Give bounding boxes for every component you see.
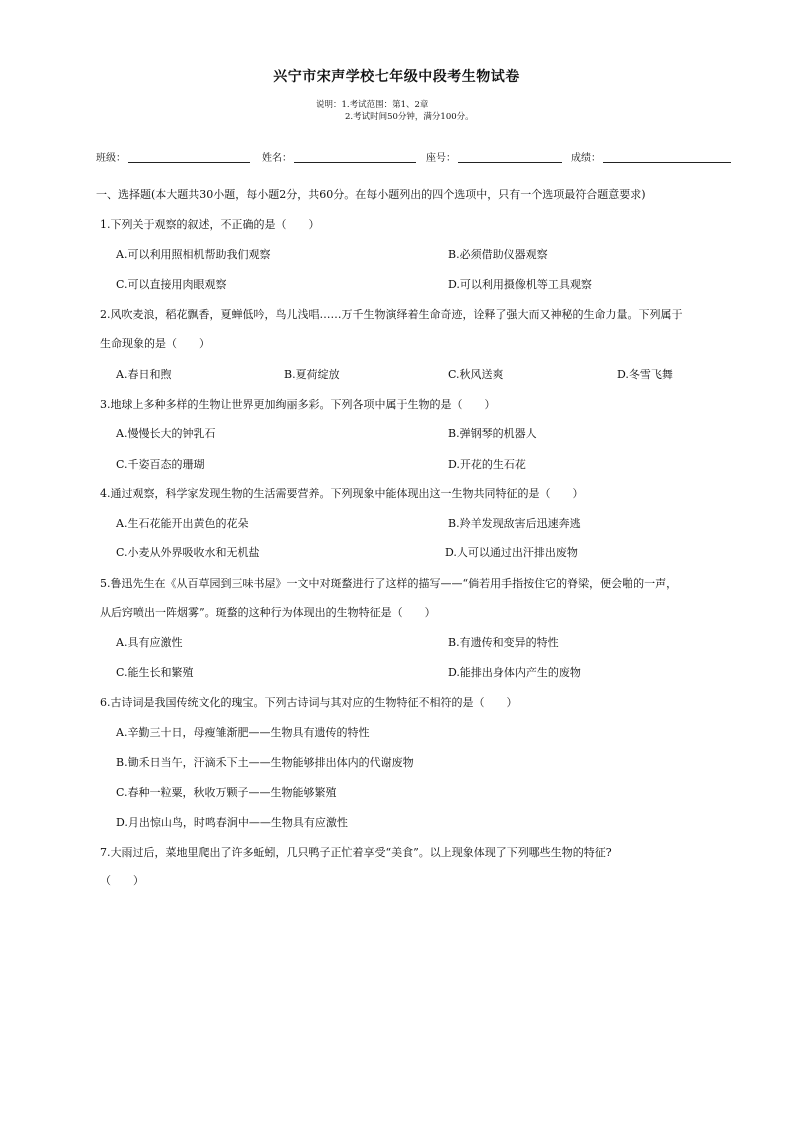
question-1-option-a[interactable]: A.可以利用照相机帮助我们观察: [116, 248, 271, 261]
question-6-stem: 6.古诗词是我国传统文化的瑰宝。下列古诗词与其对应的生物特征不相符的是（ ）: [100, 696, 518, 709]
question-6-option-a[interactable]: A.辛勤三十日，母瘦雏渐肥——生物具有遗传的特性: [116, 726, 370, 739]
question-4-option-b[interactable]: B.羚羊发现敌害后迅速奔逃: [448, 517, 581, 530]
question-5-stem-line-2: 从后窍喷出一阵烟雾”。斑蝥的这种行为体现出的生物特征是（ ）: [100, 606, 436, 619]
question-3-option-b[interactable]: B.弹钢琴的机器人: [448, 427, 537, 440]
question-4-option-a[interactable]: A.生石花能开出黄色的花朵: [116, 517, 249, 530]
name-label: 姓名：: [262, 153, 292, 164]
question-6-option-d[interactable]: D.月出惊山鸟，时鸣春涧中——生物具有应激性: [116, 816, 348, 829]
score-blank[interactable]: [603, 151, 731, 163]
exam-note-scope: 说明：1.考试范围：第1、2章: [316, 100, 429, 110]
question-5-option-c[interactable]: C.能生长和繁殖: [116, 666, 194, 679]
question-2-stem-line-1: 2.风吹麦浪，稻花飘香，夏蝉低吟，鸟儿浅唱……万千生物演绎着生命奇迹，诠释了强大而又神秘的生命力量。下列属于: [100, 308, 683, 321]
seat-field[interactable]: [426, 149, 562, 164]
question-6-option-c[interactable]: C.春种一粒粟，秋收万颗子——生物能够繁殖: [116, 786, 337, 799]
question-2-option-a[interactable]: A.春日和煦: [116, 368, 172, 381]
question-1-stem: 1.下列关于观察的叙述，不正确的是（ ）: [100, 218, 320, 231]
page-title: 兴宁市宋声学校七年级中段考生物试卷: [273, 69, 520, 85]
score-field[interactable]: [571, 149, 731, 164]
question-7-stem-line-2: （ ）: [100, 874, 144, 887]
question-1-option-c[interactable]: C.可以直接用肉眼观察: [116, 278, 227, 291]
name-blank[interactable]: [294, 151, 416, 163]
question-3-stem: 3.地球上多种多样的生物让世界更加绚丽多彩。下列各项中属于生物的是（ ）: [100, 398, 496, 411]
question-6-option-b[interactable]: B.锄禾日当午，汗滴禾下土——生物能够排出体内的代谢废物: [116, 756, 414, 769]
question-2-option-c[interactable]: C.秋风送爽: [448, 368, 504, 381]
section-header: 一、选择题(本大题共30小题，每小题2分，共60分。在每小题列出的四个选项中，只有一个选项最符合题意要求): [96, 188, 646, 201]
question-4-stem: 4.通过观察，科学家发现生物的生活需要营养。下列现象中能体现出这一生物共同特征的是（ ）: [100, 487, 584, 500]
name-field[interactable]: [262, 149, 416, 164]
question-1-option-d[interactable]: D.可以利用摄像机等工具观察: [448, 278, 592, 291]
question-3-option-a[interactable]: A.慢慢长大的钟乳石: [116, 427, 216, 440]
question-2-stem-line-2: 生命现象的是（ ）: [100, 337, 210, 350]
class-field[interactable]: [96, 149, 250, 164]
question-5-option-d[interactable]: D.能排出身体内产生的废物: [448, 666, 581, 679]
question-3-option-c[interactable]: C.千姿百态的珊瑚: [116, 458, 205, 471]
class-label: 班级：: [96, 153, 126, 164]
class-blank[interactable]: [128, 151, 250, 163]
question-2-option-b[interactable]: B.夏荷绽放: [284, 368, 340, 381]
question-5-stem-line-1: 5.鲁迅先生在《从百草园到三味书屋》一文中对斑蝥进行了这样的描写——“倘若用手指按住它的脊梁，便会啪的一声，: [100, 577, 678, 590]
question-2-option-d[interactable]: D.冬雪飞舞: [617, 368, 673, 381]
seat-label: 座号：: [426, 153, 456, 164]
question-1-option-b[interactable]: B.必须借助仪器观察: [448, 248, 548, 261]
question-3-option-d[interactable]: D.开花的生石花: [448, 458, 526, 471]
question-5-option-a[interactable]: A.具有应激性: [116, 636, 183, 649]
score-label: 成绩：: [571, 153, 601, 164]
question-7-stem-line-1: 7.大雨过后，菜地里爬出了许多蚯蚓，几只鸭子正忙着享受“美食”。以上现象体现了下列哪些生物的特征?: [100, 846, 612, 859]
seat-blank[interactable]: [458, 151, 562, 163]
question-4-option-d[interactable]: D.人可以通过出汗排出废物: [445, 546, 578, 559]
exam-note-time: 2.考试时间50分钟，满分100分。: [345, 112, 474, 122]
question-4-option-c[interactable]: C.小麦从外界吸收水和无机盐: [116, 546, 260, 559]
question-5-option-b[interactable]: B.有遗传和变异的特性: [448, 636, 559, 649]
